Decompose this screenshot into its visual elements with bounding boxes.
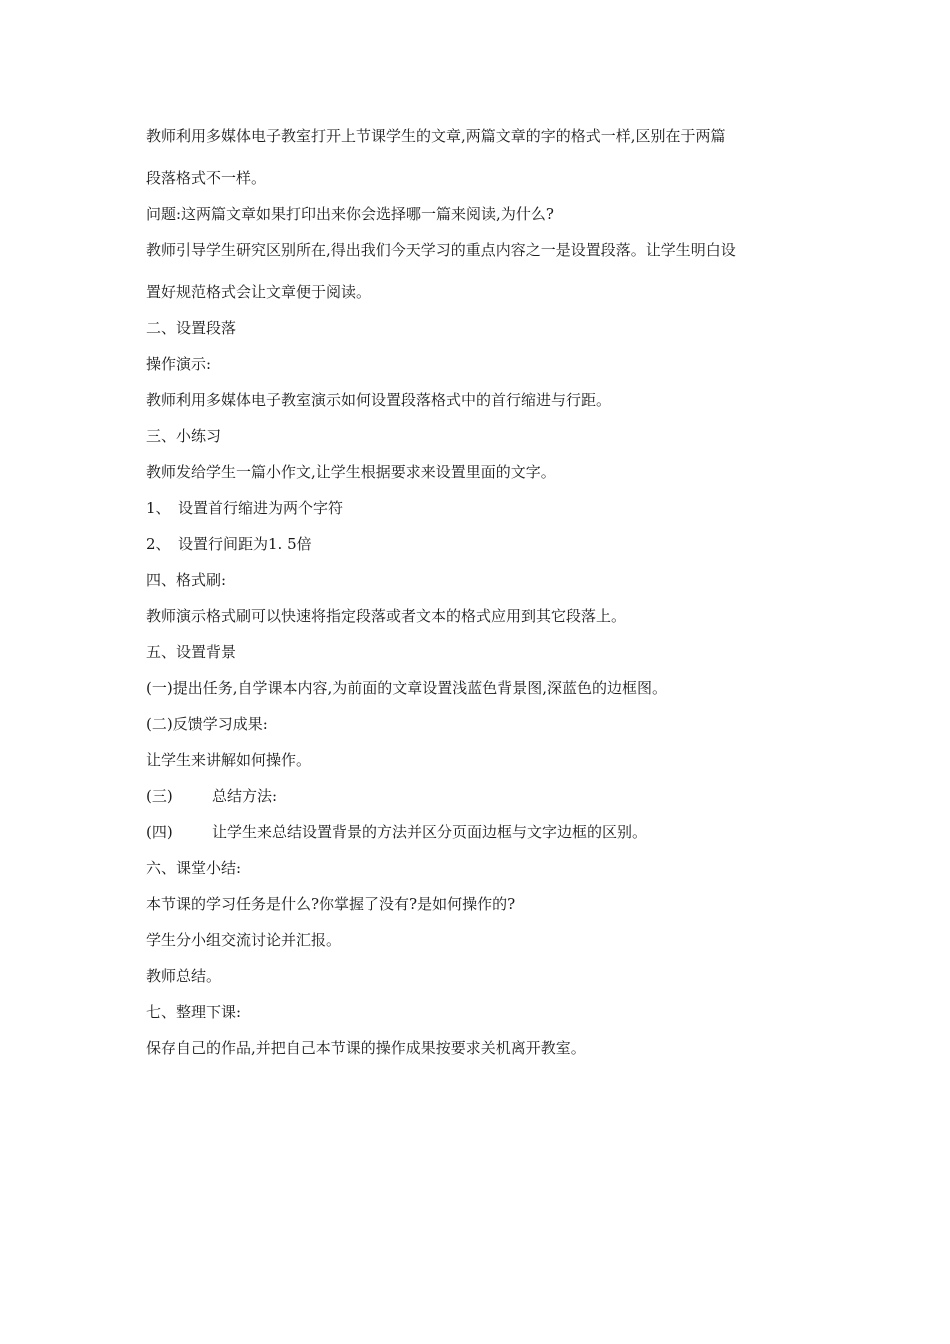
paragraph-line: 本节课的学习任务是什么?你掌握了没有?是如何操作的? (146, 895, 516, 913)
list-item (146, 534, 312, 554)
paragraph-line: 段落格式不一样。 (146, 169, 267, 187)
sub-item-text: 让学生来总结设置背景的方法并区分页面边框与文字边框的区别。 (212, 823, 648, 841)
list-item-number: 1、 (146, 499, 171, 517)
paragraph-line: 保存自己的作品,并把自己本节课的操作成果按要求关机离开教室。 (146, 1039, 586, 1057)
paragraph-line: 教师总结。 (146, 967, 222, 985)
section-heading: 六、课堂小结: (146, 859, 242, 877)
paragraph-line: (二)反馈学习成果: (146, 715, 268, 733)
paragraph-line: 教师引导学生研究区别所在,得出我们今天学习的重点内容之一是设置段落。让学生明白设 (146, 241, 736, 259)
paragraph-line: 教师发给学生一篇小作文,让学生根据要求来设置里面的文字。 (146, 463, 556, 481)
paragraph-line: 操作演示: (146, 355, 212, 373)
paragraph-line: 学生分小组交流讨论并汇报。 (146, 931, 342, 949)
list-item-number: 2、 (146, 535, 171, 553)
list-item-text: 设置首行缩进为两个字符 (178, 499, 344, 517)
paragraph-line: 教师演示格式刷可以快速将指定段落或者文本的格式应用到其它段落上。 (146, 607, 627, 625)
section-heading: 五、设置背景 (146, 643, 237, 661)
list-item-text: 设置行间距为1. 5倍 (178, 535, 312, 553)
section-heading: 三、小练习 (146, 427, 222, 445)
paragraph-line: (一)提出任务,自学课本内容,为前面的文章设置浅蓝色背景图,深蓝色的边框图。 (146, 679, 668, 697)
paragraph-line: 置好规范格式会让文章便于阅读。 (146, 283, 372, 301)
sub-item (146, 786, 277, 806)
paragraph-line: 问题:这两篇文章如果打印出来你会选择哪一篇来阅读,为什么? (146, 205, 554, 223)
sub-item-label: (三) (146, 787, 173, 805)
sub-item-text: 总结方法: (212, 787, 278, 805)
paragraph-line: 教师利用多媒体电子教室打开上节课学生的文章,两篇文章的字的格式一样,区别在于两篇 (146, 127, 726, 145)
sub-item (146, 822, 647, 842)
section-heading: 七、整理下课: (146, 1003, 242, 1021)
list-item (146, 498, 343, 518)
paragraph-line: 教师利用多媒体电子教室演示如何设置段落格式中的首行缩进与行距。 (146, 391, 612, 409)
section-heading: 四、格式刷: (146, 571, 227, 589)
sub-item-label: (四) (146, 823, 173, 841)
paragraph-line: 让学生来讲解如何操作。 (146, 751, 312, 769)
section-heading: 二、设置段落 (146, 319, 237, 337)
